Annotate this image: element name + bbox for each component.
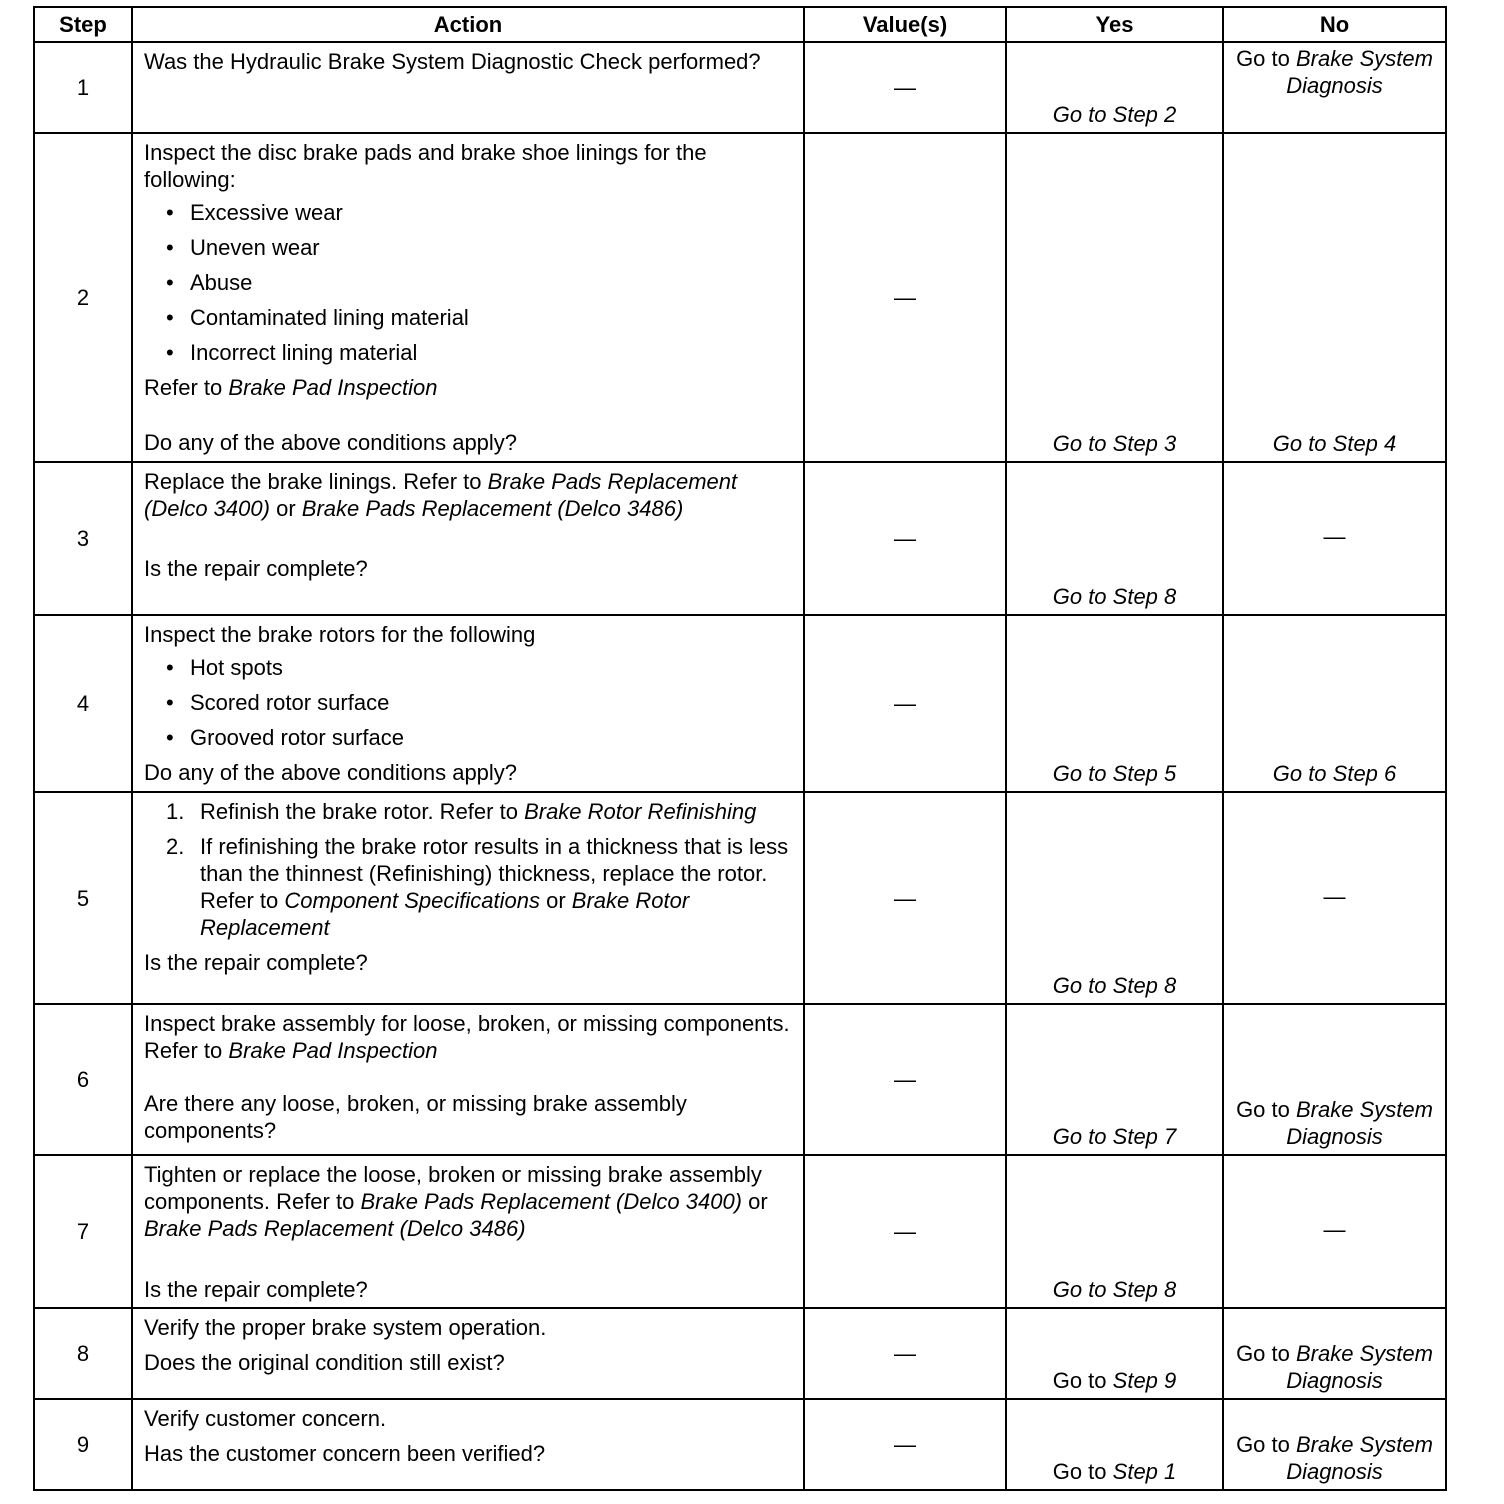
action-cell [132,462,804,615]
step-number: 5 [34,792,132,1004]
no-prefix: Go to [1236,46,1290,71]
action-link[interactable]: Brake Pads Replacement (Delco 3486) [301,496,684,521]
action-question: Do any of the above conditions apply? [144,430,518,455]
no-link[interactable]: Brake System Diagnosis [1286,1341,1433,1393]
action-text-or: or [748,1189,768,1214]
diagnostic-table [33,6,1447,1491]
action-question: Is the repair complete? [144,1277,368,1302]
value-cell: — [804,42,1006,133]
action-question: Is the repair complete? [144,950,368,975]
value-cell: — [804,1308,1006,1399]
action-cell [132,1399,804,1490]
list-item: • Grooved rotor surface [166,724,795,751]
step-number: 9 [34,1399,132,1490]
yes-cell[interactable] [1006,1399,1223,1490]
yes-cell[interactable]: Go to Step 8 [1006,1155,1223,1308]
step-number: 8 [34,1308,132,1399]
procedure-list [144,798,795,941]
value-cell: — [804,1155,1006,1308]
step-number: 3 [34,462,132,615]
no-cell[interactable] [1223,1399,1446,1490]
action-question: Has the customer concern been verified? [144,1441,546,1466]
action-question: Does the original condition still exist? [144,1350,505,1375]
action-link[interactable]: Brake Pads Replacement (Delco 3400) [144,469,738,521]
item-link[interactable]: Brake Rotor Refinishing [524,799,757,824]
action-text-or: or [276,496,296,521]
no-cell[interactable] [1223,42,1446,133]
step-number: 4 [34,615,132,792]
action-text-part: Tighten or replace the loose, broken or missing brake assembly components. Refer to [144,1162,762,1214]
step-number: 2 [34,133,132,462]
item-text: Refinish the brake rotor. Refer to [200,799,518,824]
action-cell [132,615,804,792]
table-row-step-6 [34,1004,1446,1155]
item-link[interactable]: Brake Rotor Replacement [200,888,690,940]
table-row-step-5 [34,792,1446,1004]
no-prefix: Go to [1236,1341,1290,1366]
action-link[interactable]: Brake Pads Replacement (Delco 3486) [144,1216,526,1241]
action-link[interactable]: Brake Pads Replacement (Delco 3400) [360,1189,742,1214]
action-intro: Inspect the brake rotors for the following [144,622,536,647]
item-text: If refinishing the brake rotor results in a thickness that is less than the thinnest (Refinishing) thickness, replace the rotor. Refer to [200,834,789,913]
condition-list [144,654,795,751]
value-cell: — [804,1399,1006,1490]
step-number: 6 [34,1004,132,1155]
value-cell: — [804,792,1006,1004]
table-row-step-7 [34,1155,1446,1308]
header-row [34,7,1446,42]
step-number: 1 [34,42,132,133]
list-item: • Uneven wear [166,234,795,261]
item-link[interactable]: Component Specifications [284,888,540,913]
no-cell[interactable]: Go to Step 6 [1223,615,1446,792]
no-cell: — [1223,462,1446,615]
action-text [144,468,795,522]
table-row-step-1 [34,42,1446,133]
list-item: • Incorrect lining material [166,339,795,366]
action-cell [132,1308,804,1399]
yes-prefix: Go to [1052,1459,1107,1484]
action-question: Are there any loose, broken, or missing brake assembly components? [144,1091,687,1143]
no-cell[interactable] [1223,1308,1446,1399]
table-row-step-4 [34,615,1446,792]
no-cell: — [1223,1155,1446,1308]
action-cell [132,792,804,1004]
yes-cell[interactable] [1006,1308,1223,1399]
yes-link[interactable]: Step 1 [1112,1459,1177,1484]
action-intro: Inspect the disc brake pads and brake shoe linings for the following: [144,140,707,192]
table-row-step-2 [34,133,1446,462]
header-action: Action [132,7,804,42]
no-prefix: Go to [1236,1097,1290,1122]
action-cell [132,42,804,133]
yes-cell[interactable]: Go to Step 5 [1006,615,1223,792]
list-item: • Scored rotor surface [166,689,795,716]
no-link[interactable]: Brake System Diagnosis [1286,1432,1433,1484]
value-cell: — [804,133,1006,462]
list-item [166,798,795,825]
value-cell: — [804,1004,1006,1155]
yes-cell[interactable]: Go to Step 7 [1006,1004,1223,1155]
action-cell [132,133,804,462]
no-cell: — [1223,792,1446,1004]
action-text [144,1161,795,1242]
list-item [166,833,795,941]
action-text: Verify customer concern. [144,1406,387,1431]
yes-cell[interactable]: Go to Step 3 [1006,133,1223,462]
refer-prefix: Refer to [144,375,223,400]
header-step: Step [34,7,132,42]
action-cell [132,1004,804,1155]
action-text [144,1010,795,1064]
yes-cell[interactable]: Go to Step 8 [1006,792,1223,1004]
action-text-part: Inspect brake assembly for loose, broken, or missing components. Refer to [144,1011,790,1063]
no-link[interactable]: Brake System Diagnosis [1286,46,1433,98]
value-cell: — [804,615,1006,792]
step-number: 7 [34,1155,132,1308]
header-yes: Yes [1006,7,1223,42]
list-number: 1. [166,799,185,824]
action-cell [132,1155,804,1308]
refer-line [144,374,795,401]
table-row-step-8 [34,1308,1446,1399]
list-item: • Contaminated lining material [166,304,795,331]
action-text-part: Replace the brake linings. Refer to [144,469,482,494]
no-link[interactable]: Brake System Diagnosis [1286,1097,1433,1149]
table-row-step-3 [34,462,1446,615]
table-row-step-9 [34,1399,1446,1490]
no-prefix: Go to [1236,1432,1290,1457]
no-cell[interactable]: Go to Step 4 [1223,133,1446,462]
yes-cell[interactable]: Go to Step 2 [1006,42,1223,133]
action-question: Do any of the above conditions apply? [144,760,518,785]
list-number: 2. [166,834,185,859]
header-values: Value(s) [804,7,1006,42]
action-question: Is the repair complete? [144,556,368,581]
list-item: • Hot spots [166,654,795,681]
condition-list [144,199,795,366]
action-text: Verify the proper brake system operation. [144,1315,547,1340]
yes-cell[interactable]: Go to Step 8 [1006,462,1223,615]
action-text: Was the Hydraulic Brake System Diagnostic Check performed? [144,49,761,74]
yes-link[interactable]: Step 9 [1112,1368,1177,1393]
list-item: • Excessive wear [166,199,795,226]
action-link[interactable]: Brake Pad Inspection [228,1038,438,1063]
no-cell[interactable] [1223,1004,1446,1155]
item-text-or: or [546,888,566,913]
header-no: No [1223,7,1446,42]
yes-prefix: Go to [1052,1368,1107,1393]
refer-link[interactable]: Brake Pad Inspection [228,375,438,400]
value-cell: — [804,462,1006,615]
list-item: • Abuse [166,269,795,296]
